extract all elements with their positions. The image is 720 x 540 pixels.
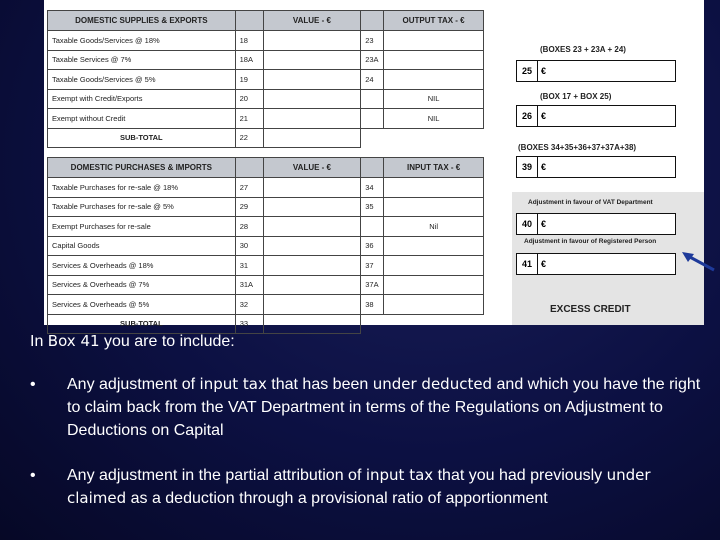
empty-cell xyxy=(384,128,484,148)
bullet-text xyxy=(67,464,707,510)
text-run: that you had previously xyxy=(437,467,603,484)
supplies-header-output-tax: OUTPUT TAX - € xyxy=(384,11,484,31)
purchases-header-taxbox xyxy=(361,158,384,178)
box-number: 27 xyxy=(235,178,263,198)
tax-box-number: 24 xyxy=(361,70,384,90)
tax-cell: NIL xyxy=(384,89,484,109)
tax-box-number: 38 xyxy=(361,295,384,315)
euro-sign: € xyxy=(541,259,547,269)
table-row xyxy=(48,295,484,315)
table-row xyxy=(48,31,484,51)
value-cell xyxy=(263,89,361,109)
value-cell xyxy=(263,275,361,295)
value-cell xyxy=(263,31,361,51)
row-label: Taxable Purchases for re-sale @ 18% xyxy=(48,178,236,198)
value-cell xyxy=(263,178,361,198)
tax-box-number: 23 xyxy=(361,31,384,51)
tax-cell: Nil xyxy=(384,217,484,237)
box-number: 18A xyxy=(235,50,263,70)
value-cell xyxy=(263,236,361,256)
bullet-text xyxy=(67,373,707,442)
table-row xyxy=(48,178,484,198)
value-cell xyxy=(263,50,361,70)
row-label: Services & Overheads @ 5% xyxy=(48,295,236,315)
tax-cell xyxy=(384,50,484,70)
text-run: Any adjustment of xyxy=(67,376,196,393)
row-label: Exempt without Credit xyxy=(48,109,236,129)
supplies-header-value: VALUE - € xyxy=(263,11,361,31)
box-number: 21 xyxy=(235,109,263,129)
value-cell xyxy=(263,314,361,334)
table-row xyxy=(48,217,484,237)
tax-box-number: 36 xyxy=(361,236,384,256)
tax-box-number: 37 xyxy=(361,256,384,276)
supplies-header-description: DOMESTIC SUPPLIES & EXPORTS xyxy=(48,11,236,31)
subtotal-label: SUB-TOTAL xyxy=(48,314,236,334)
box-39 xyxy=(516,156,676,178)
text-run: and which you have the right to claim back from the VAT Department in terms of the Regulations on Adjustment to Deductions on Capital xyxy=(67,376,701,439)
registered-person-adjustment-label: Adjustment in favour of Registered Person xyxy=(524,238,657,245)
box-17-25-label: (BOX 17 + BOX 25) xyxy=(540,92,612,101)
intro-suffix: you are to include: xyxy=(104,333,235,350)
tax-cell xyxy=(384,178,484,198)
tax-cell: NIL xyxy=(384,109,484,129)
subtotal-box-number: 33 xyxy=(235,314,263,334)
row-label: Services & Overheads @ 7% xyxy=(48,275,236,295)
excess-credit-label: EXCESS CREDIT xyxy=(550,304,631,315)
box-number: 26 xyxy=(517,106,538,126)
text-run: as a deduction through a provisional ratio of apportionment xyxy=(130,490,548,507)
empty-cell xyxy=(384,314,484,334)
value-cell xyxy=(263,217,361,237)
value-cell xyxy=(263,295,361,315)
empty-cell xyxy=(361,128,384,148)
supplies-header-box xyxy=(235,11,263,31)
emphasis-input-tax: input tax xyxy=(365,466,434,484)
empty-cell xyxy=(361,314,384,334)
box-number: 28 xyxy=(235,217,263,237)
table-row xyxy=(48,236,484,256)
value-cell xyxy=(263,109,361,129)
vat-return-form-excerpt xyxy=(44,0,704,329)
bullet-dot: • xyxy=(30,467,36,484)
row-label: Taxable Goods/Services @ 5% xyxy=(48,70,236,90)
box-number: 19 xyxy=(235,70,263,90)
tax-box-number: 37A xyxy=(361,275,384,295)
tax-box-number: 23A xyxy=(361,50,384,70)
tax-box-number: 35 xyxy=(361,197,384,217)
box-number: 31 xyxy=(235,256,263,276)
vat-dept-adjustment-label: Adjustment in favour of VAT Department xyxy=(528,199,653,206)
supplies-subtotal-row xyxy=(48,128,484,148)
supplies-header-row xyxy=(48,11,484,31)
text-run: that has been xyxy=(271,376,369,393)
row-label: Taxable Services @ 7% xyxy=(48,50,236,70)
table-row xyxy=(48,197,484,217)
tax-box-number xyxy=(361,217,384,237)
box-number: 20 xyxy=(235,89,263,109)
value-cell xyxy=(263,256,361,276)
box-number: 31A xyxy=(235,275,263,295)
purchases-header-value: VALUE - € xyxy=(263,158,361,178)
box-number: 30 xyxy=(235,236,263,256)
table-row xyxy=(48,89,484,109)
purchases-header-input-tax: INPUT TAX - € xyxy=(384,158,484,178)
table-row xyxy=(48,109,484,129)
boxes-23-24-label: (BOXES 23 + 23A + 24) xyxy=(540,45,626,54)
tax-box-number xyxy=(361,109,384,129)
box-26 xyxy=(516,105,676,127)
table-row xyxy=(48,50,484,70)
purchases-table xyxy=(47,157,484,334)
purchases-header-description: DOMESTIC PURCHASES & IMPORTS xyxy=(48,158,236,178)
table-row xyxy=(48,70,484,90)
tax-cell xyxy=(384,256,484,276)
text-run: Any adjustment in the partial attribution of xyxy=(67,467,362,484)
subtotal-box-number: 22 xyxy=(235,128,263,148)
box-number: 41 xyxy=(517,254,538,274)
emphasis-under-claimed: under claimed xyxy=(67,466,651,507)
value-cell xyxy=(263,197,361,217)
emphasis-input-tax: input tax xyxy=(199,375,267,393)
row-label: Services & Overheads @ 18% xyxy=(48,256,236,276)
bullet-dot: • xyxy=(30,376,36,393)
row-label: Taxable Goods/Services @ 18% xyxy=(48,31,236,51)
tax-cell xyxy=(384,70,484,90)
value-cell xyxy=(263,70,361,90)
euro-sign: € xyxy=(541,66,547,76)
supplies-header-taxbox xyxy=(361,11,384,31)
emphasis-under-deducted: under deducted xyxy=(372,375,493,393)
value-cell xyxy=(263,128,361,148)
box-number: 25 xyxy=(517,61,538,81)
intro-line xyxy=(30,330,235,353)
box-number: 40 xyxy=(517,214,538,234)
box-number: 39 xyxy=(517,157,538,177)
tax-cell xyxy=(384,275,484,295)
box-number: 32 xyxy=(235,295,263,315)
supplies-table xyxy=(47,10,484,148)
tax-box-number: 34 xyxy=(361,178,384,198)
tax-cell xyxy=(384,236,484,256)
row-label: Taxable Purchases for re-sale @ 5% xyxy=(48,197,236,217)
box-40 xyxy=(516,213,676,235)
purchases-header-box xyxy=(235,158,263,178)
table-row xyxy=(48,256,484,276)
euro-sign: € xyxy=(541,111,547,121)
row-label: Capital Goods xyxy=(48,236,236,256)
tax-cell xyxy=(384,197,484,217)
table-row xyxy=(48,275,484,295)
boxes-34-38-label: (BOXES 34+35+36+37+37A+38) xyxy=(518,143,637,152)
subtotal-label: SUB-TOTAL xyxy=(48,128,236,148)
intro-prefix: In xyxy=(30,333,44,350)
tax-cell xyxy=(384,31,484,51)
box-number: 29 xyxy=(235,197,263,217)
intro-box-ref: Box 41 xyxy=(47,332,100,350)
euro-sign: € xyxy=(541,162,547,172)
box-number: 18 xyxy=(235,31,263,51)
euro-sign: € xyxy=(541,219,547,229)
box-25 xyxy=(516,60,676,82)
row-label: Exempt Purchases for re-sale xyxy=(48,217,236,237)
box-41 xyxy=(516,253,676,275)
purchases-header-row xyxy=(48,158,484,178)
row-label: Exempt with Credit/Exports xyxy=(48,89,236,109)
tax-box-number xyxy=(361,89,384,109)
arrow-left-icon xyxy=(680,250,716,272)
tax-cell xyxy=(384,295,484,315)
